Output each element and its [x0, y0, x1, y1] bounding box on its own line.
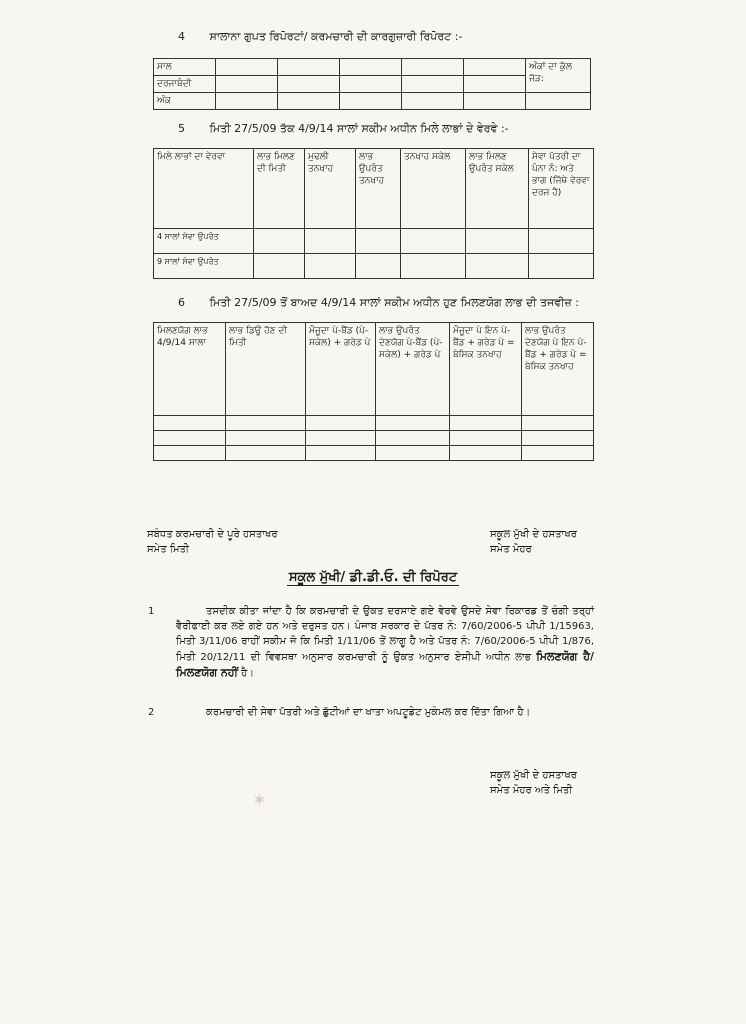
header-service-book-page: ਸੇਵਾ ਪੱਤਰੀ ਦਾ ਪੰਨਾ ਨੰ: ਅਤੇ ਭਾਗ (ਜਿੱਥੇ ਵੇਰਵਾ ਦਰਜ ਹੈ)	[529, 149, 594, 229]
header-pay-after-benefit: ਲਾਭ ਉਪਰੰਤ ਤਨਖਾਹ	[356, 149, 401, 229]
section-4-heading	[178, 30, 462, 44]
employee-signature-block	[147, 527, 278, 557]
report-paragraph-1	[148, 604, 594, 681]
report-paragraph-2	[148, 705, 594, 720]
head-signature-bottom-line-2: ਸਮੇਤ ਮੋਹਰ ਅਤੇ ਮਿਤੀ	[490, 785, 573, 796]
head-signature-top-line-1: ਸਕੂਲ ਮੁੱਖੀ ਦੇ ਹਸਤਾਖਰ	[490, 529, 577, 540]
section-6-number: 6	[178, 296, 185, 309]
employee-signature-line-2: ਸਮੇਤ ਮਿਤੀ	[147, 544, 190, 555]
header-benefit-date: ਲਾਭ ਮਿਲਣ ਦੀ ਮਿਤੀ	[254, 149, 305, 229]
report-title: ਸਕੂਲ ਮੁੱਖੀ/ ਡੀ.ਡੀ.ਓ. ਦੀ ਰਿਪੋਰਟ	[288, 570, 458, 585]
header-benefit-details: ਮਿਲੇ ਲਾਭਾਂ ਦਾ ਵੇਰਵਾ	[154, 149, 254, 229]
total-marks-label: ਅੰਕਾਂ ਦਾ ਕੁੱਲ ਜੋੜ:	[526, 59, 591, 93]
header-current-basic-pay: ਮੌਜੂਦਾ ਪੇ ਇਨ ਪੇ-ਬੈਂਡ + ਗਰੇਡ ਪੇ = ਬੇਸਿਕ ਤਨਖਾਹ	[450, 323, 522, 416]
faint-stamp-mark-icon: ✶	[252, 790, 268, 811]
benefit-proposal-table	[153, 322, 594, 461]
paragraph-1-text: ਤਸਦੀਕ ਕੀਤਾ ਜਾਂਦਾ ਹੈ ਕਿ ਕਰਮਚਾਰੀ ਦੇ ਉਕਤ ਦਰਸਾਏ ਗਏ ਵੇਰਵੇ ਉਸਦੇ ਸੇਵਾ ਰਿਕਾਰਡ ਤੋਂ ਚੰਗੀ ਤਰ੍ਹਾਂ ਵੈਰੀਫਾਈ ਕਰ ਲਏ ਗਏ ਹਨ ਅਤੇ ਦਰੁਸਤ ਹਨ। ਪੰਜਾਬ ਸਰਕਾਰ ਦੇ ਪੱਤਰ ਨੰ: 7/60/2006-5 ਪੀਪੀ 1/15963, ਮਿਤੀ 3/11/06 ਰਾਹੀਂ ਸਕੀਮ ਜੋ ਕਿ ਮਿਤੀ 1/11/06 ਤੋਂ ਲਾਗੂ ਹੈ ਅਤੇ ਪੱਤਰ ਨੰ: 7/60/2006-5 ਪੀਪੀ 1/876, ਮਿਤੀ 20/12/11 ਦੀ ਵਿਵਸਥਾ ਅਨੁਸਾਰ ਕਰਮਚਾਰੀ ਨੂੰ ਉਕਤ ਅਨੁਸਾਰ ਏਸੀਪੀ ਅਧੀਨ ਲਾਭ	[176, 606, 594, 663]
head-signature-top-line-2: ਸਮੇਤ ਮੋਹਰ	[490, 544, 532, 555]
section-5-title: ਮਿਤੀ 27/5/09 ਤੱਕ 4/9/14 ਸਾਲਾਂ ਸਕੀਮ ਅਧੀਨ ਮਿਲੇ ਲਾਭਾਂ ਦੇ ਵੇਰਵੇ :-	[209, 122, 509, 135]
head-signature-block-top	[490, 527, 577, 557]
paragraph-1-end: ਹੈ।	[241, 668, 254, 679]
section-4-number: 4	[178, 30, 185, 43]
header-basic-pay: ਮੁਢਲੀ ਤਨਖਾਹ	[305, 149, 356, 229]
header-due-date: ਲਾਭ ਡਿਊ ਹੋਣ ਦੀ ਮਿਤੀ	[226, 323, 306, 416]
row-label-marks: ਅੰਕ	[154, 93, 216, 110]
section-4-title: ਸਾਲਾਨਾ ਗੁਪਤ ਰਿਪੋਰਟਾਂ/ ਕਰਮਚਾਰੀ ਦੀ ਕਾਰਗੁਜ਼ਾਰੀ ਰਿਪੋਰਟ :-	[209, 30, 463, 43]
head-signature-block-bottom	[490, 768, 577, 798]
paragraph-1-bold-phrase: ਮਿਲਣਯੋਗ ਹੈ/ ਮਿਲਣਯੋਗ ਨਹੀਂ	[176, 650, 594, 679]
row-9-years: 9 ਸਾਲਾਂ ਸੇਵਾ ਉਪਰੰਤ	[154, 254, 254, 279]
employee-signature-line-1: ਸਬੰਧਤ ਕਰਮਚਾਰੀ ਦੇ ਪੂਰੇ ਹਸਤਾਖਰ	[147, 529, 278, 540]
row-label-year: ਸਾਲ	[154, 59, 216, 76]
benefits-received-table	[153, 148, 594, 279]
row-4-years: 4 ਸਾਲਾਂ ਸੇਵਾ ਉਪਰੰਤ	[154, 229, 254, 254]
paragraph-2-text: ਕਰਮਚਾਰੀ ਦੀ ਸੇਵਾ ਪੱਤਰੀ ਅਤੇ ਛੁੱਟੀਆਂ ਦਾ ਖਾਤਾ ਅਪਟੂਡੇਟ ਮੁਕੰਮਲ ਕਰ ਦਿੱਤਾ ਗਿਆ ਹੈ।	[206, 707, 531, 718]
header-payable-basic-pay: ਲਾਭ ਉਪਰੰਤ ਦੇਣਯੋਗ ਪੇ ਇਨ ਪੇ-ਬੈਂਡ + ਗਰੇਡ ਪੇ = ਬੇਸਿਕ ਤਨਖਾਹ	[522, 323, 594, 416]
head-signature-bottom-line-1: ਸਕੂਲ ਮੁੱਖੀ ਦੇ ਹਸਤਾਖਰ	[490, 770, 577, 781]
header-scale-after-benefit: ਲਾਭ ਮਿਲਣ ਉਪਰੰਤ ਸਕੇਲ	[466, 149, 529, 229]
header-payable-pay-band: ਲਾਭ ਉਪਰੰਤ ਦੇਣਯੋਗ ਪੇ-ਬੈਂਡ (ਪੇ-ਸਕੇਲ) + ਗਰੇਡ ਪੇ	[376, 323, 450, 416]
header-eligible-benefit: ਮਿਲਣਯੋਗ ਲਾਭ 4/9/14 ਸਾਲਾ	[154, 323, 226, 416]
row-label-grading: ਦਰਜਾਬੰਦੀ	[154, 76, 216, 93]
section-5-number: 5	[178, 122, 185, 135]
paragraph-2-number: 2	[148, 707, 155, 718]
section-5-heading	[178, 122, 509, 136]
header-pay-scale: ਤਨਖਾਹ ਸਕੇਲ	[401, 149, 466, 229]
paragraph-1-number: 1	[148, 606, 155, 617]
header-current-pay-band: ਮੌਜੂਦਾ ਪੇ-ਬੈਂਡ (ਪੇ-ਸਕੇਲ) + ਗਰੇਡ ਪੇ	[306, 323, 376, 416]
section-6-heading	[178, 296, 579, 310]
section-6-title: ਮਿਤੀ 27/5/09 ਤੋਂ ਬਾਅਦ 4/9/14 ਸਾਲਾਂ ਸਕੀਮ ਅਧੀਨ ਹੁਣ ਮਿਲਣਯੋਗ ਲਾਭ ਦੀ ਤਜਵੀਜ਼ :	[209, 296, 579, 309]
annual-report-table	[153, 58, 591, 110]
